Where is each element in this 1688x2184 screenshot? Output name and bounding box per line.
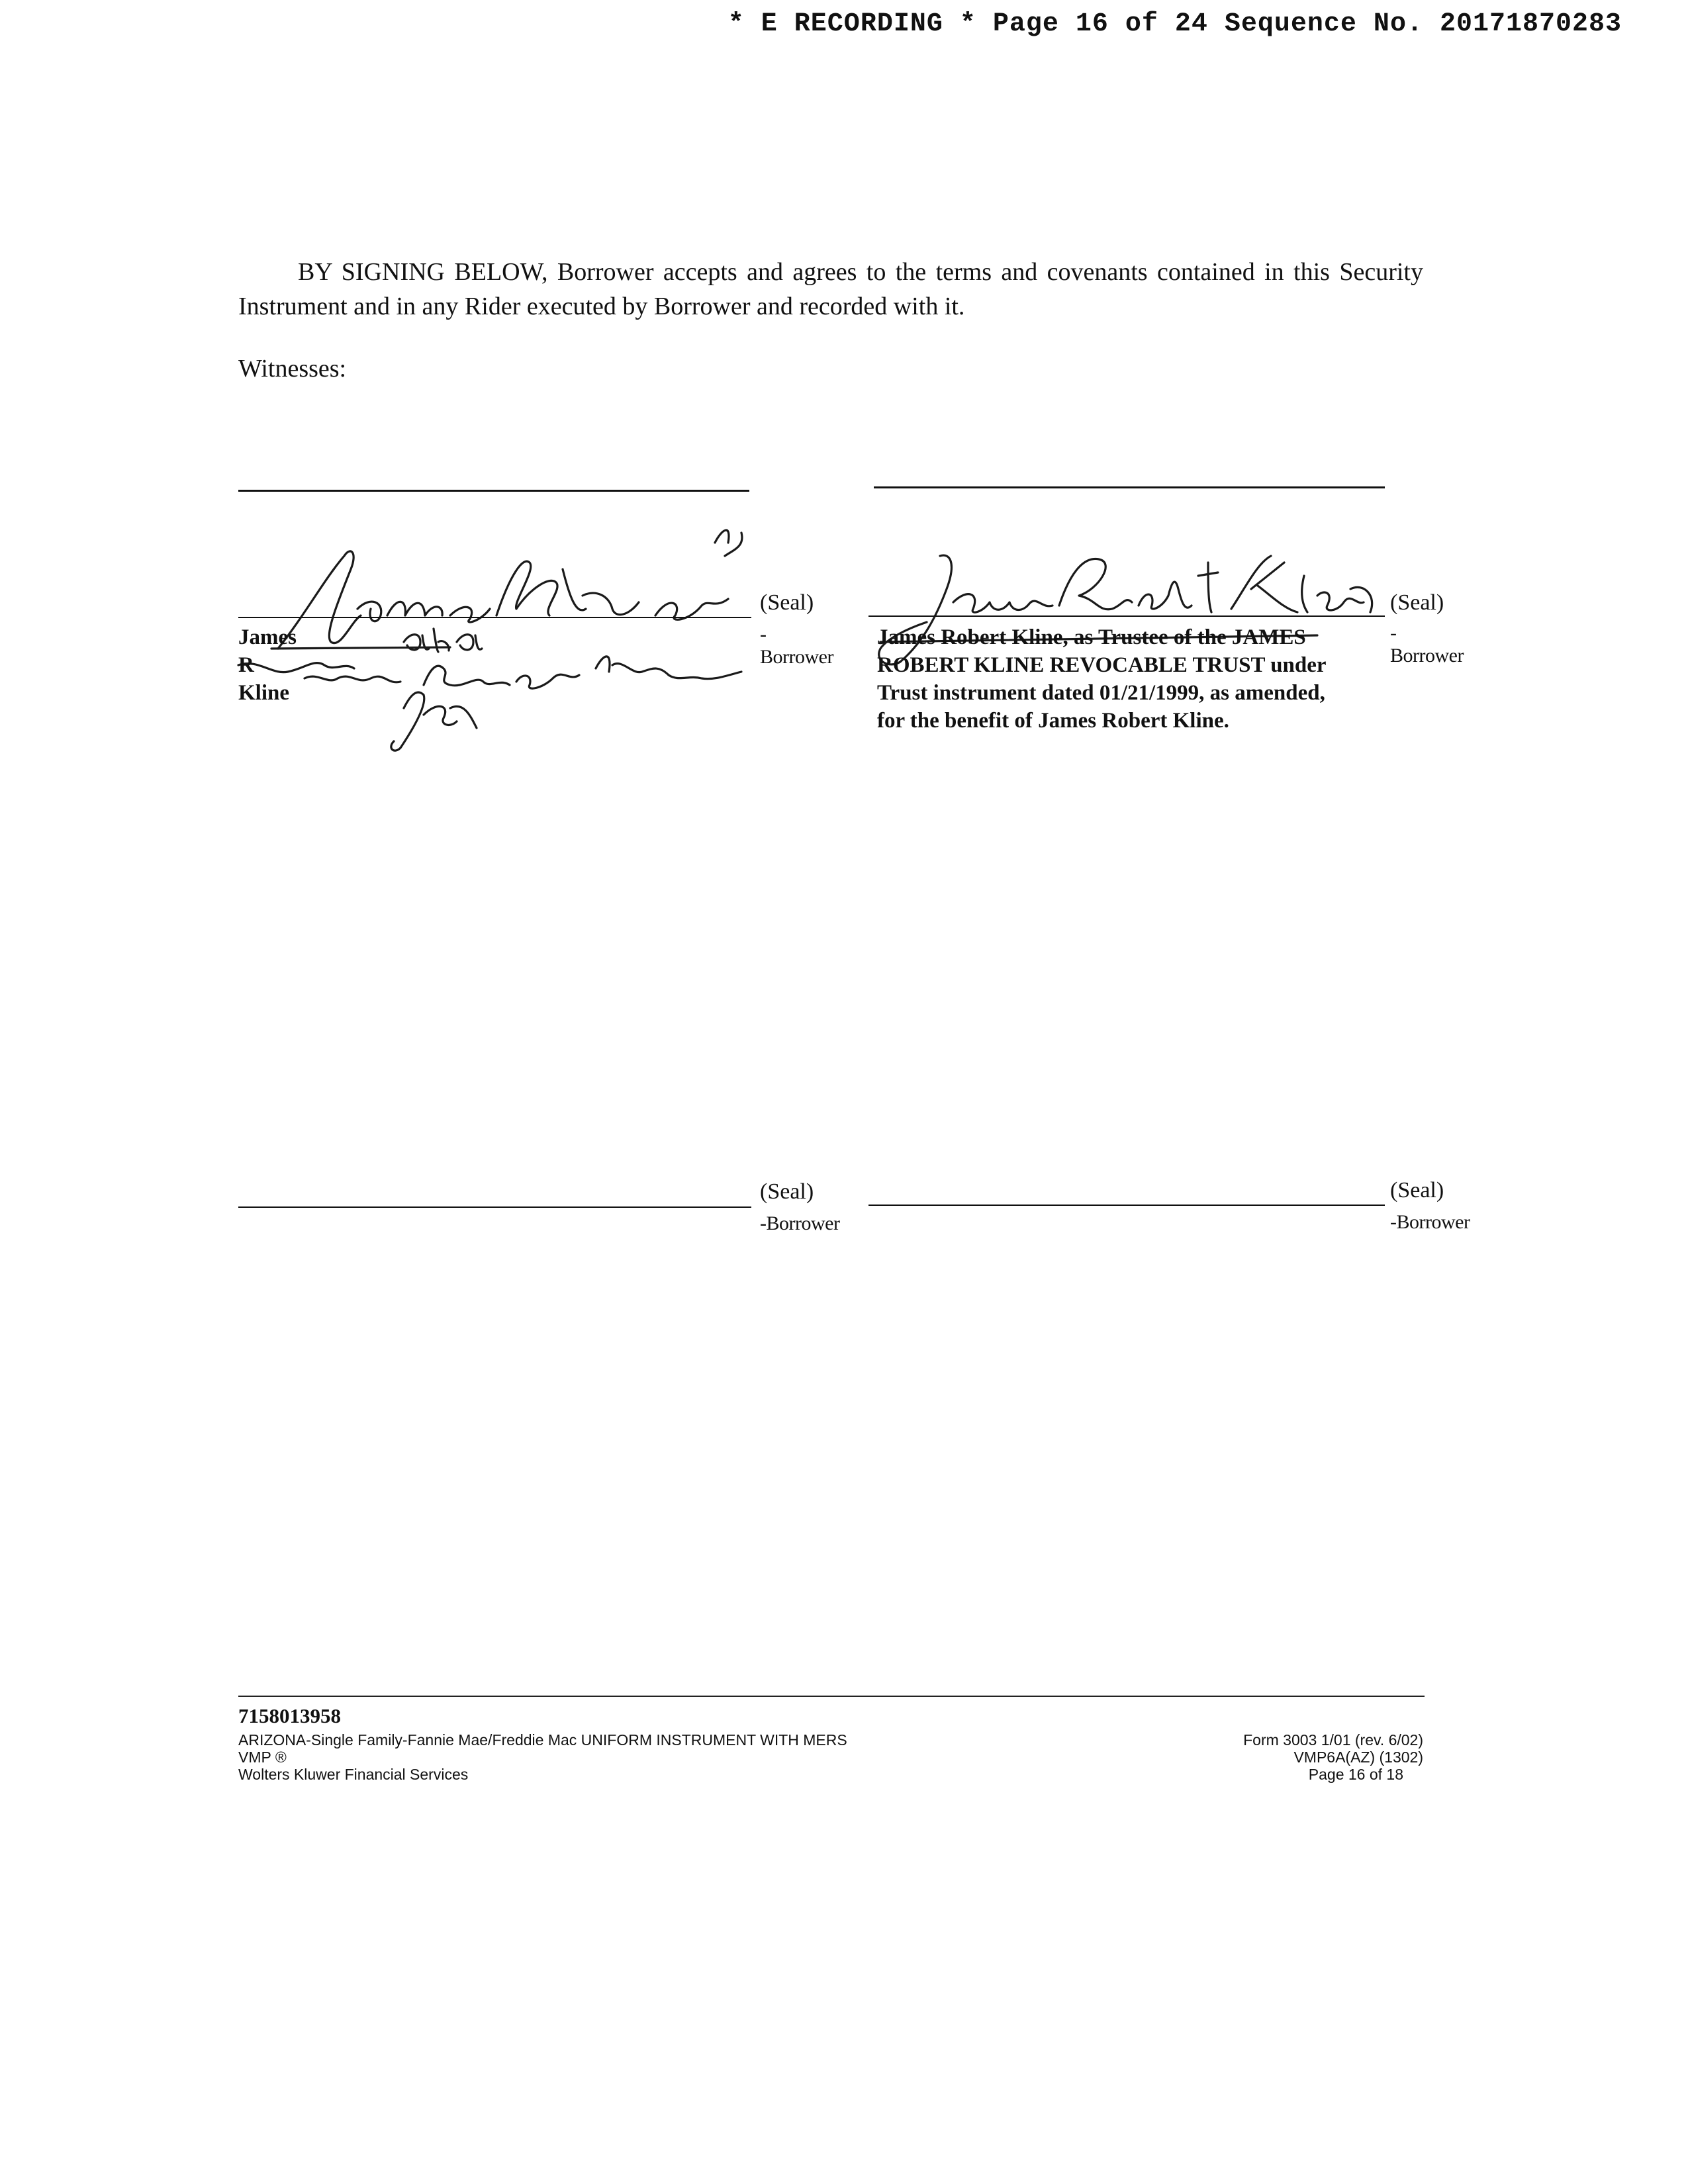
form-code: VMP6A(AZ) (1302) [1293,1749,1423,1766]
borrower-label: -Borrower [1390,622,1464,666]
borrower-label: -Borrower [1390,1211,1470,1233]
handwritten-aka-left [397,619,490,659]
signature-line-left-top[interactable] [238,617,751,618]
recording-header: * E RECORDING * Page 16 of 24 Sequence No. 20171870283 [727,9,1622,39]
borrower-label: -Borrower [760,623,833,668]
signature-line-right-bottom[interactable] [868,1205,1385,1206]
signature-line-right-top[interactable] [868,615,1385,617]
seal-label: (Seal) [760,1179,814,1204]
trustee-printed-name-right: James Robert Kline, as Trustee of the JAMES ROBERT KLINE REVOCABLE TRUST under Trust instrument dated 01/21/1999, as amended, for the benefit of James Robert Kline. [877,625,1326,733]
borrower-printed-name-left: James R Kline [238,625,297,705]
seal-label: (Seal) [1390,590,1444,615]
seal-label: (Seal) [1390,1178,1444,1203]
borrower-label: -Borrower [760,1212,840,1234]
handwritten-signature-left [252,516,781,768]
signing-statement: BY SIGNING BELOW, Borrower accepts and agrees to the terms and covenants contained in this Security Instrument and in any Rider executed by Borrower and recorded with it. [238,258,1423,320]
witness-line-right [874,486,1385,488]
signature-line-left-bottom[interactable] [238,1206,751,1208]
form-title: ARIZONA-Single Family-Fannie Mae/Freddie Mac UNIFORM INSTRUMENT WITH MERS [238,1731,847,1749]
loan-number: 7158013958 [238,1704,341,1727]
form-number: Form 3003 1/01 (rev. 6/02) [1243,1731,1423,1749]
seal-label: (Seal) [760,590,814,615]
footer-divider [238,1696,1425,1697]
publisher-name: Wolters Kluwer Financial Services [238,1766,469,1783]
witness-line-left [238,490,749,492]
page-number: Page 16 of 18 [1308,1766,1403,1783]
witnesses-label: Witnesses: [238,355,347,383]
vmp-mark: VMP ® [238,1749,287,1766]
